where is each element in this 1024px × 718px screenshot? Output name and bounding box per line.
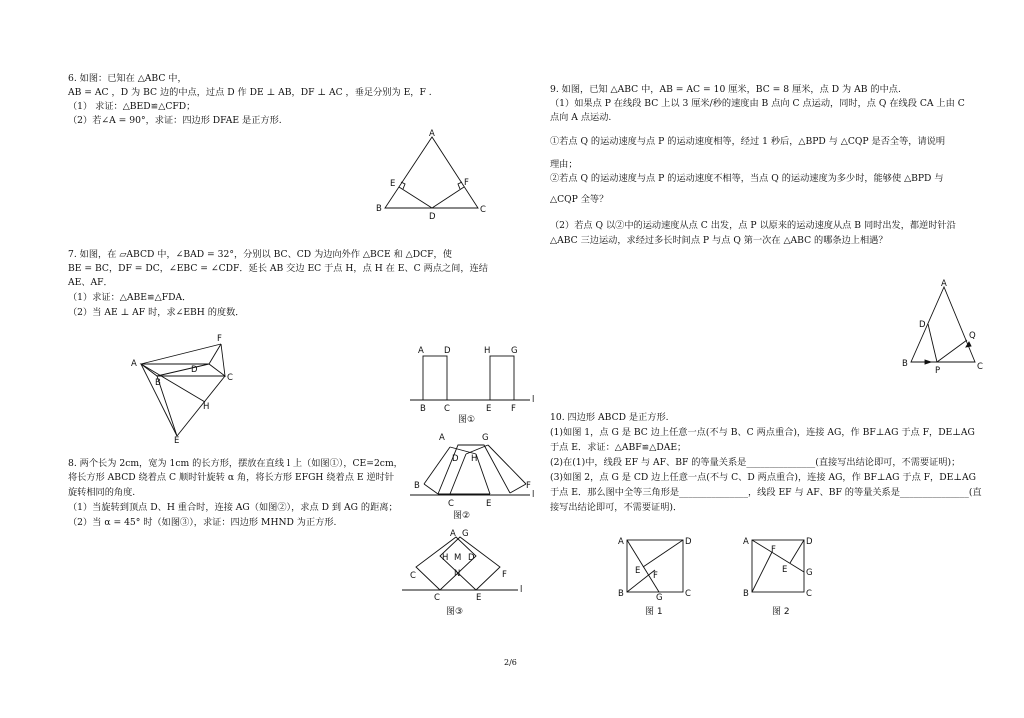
label-c: C bbox=[448, 499, 454, 509]
label-f: F bbox=[502, 570, 507, 580]
label-f: F bbox=[511, 404, 516, 414]
label-c: C bbox=[227, 373, 233, 383]
label-d: D bbox=[468, 553, 475, 563]
q9-line-3: 点向 A 点运动. bbox=[550, 112, 612, 123]
label-f: F bbox=[526, 481, 531, 491]
label-b: B bbox=[155, 378, 161, 388]
label-f: F bbox=[771, 545, 776, 555]
q10-line-4: (2)在(1)中，线段 EF 与 AF、BF 的等量关系是_______________(直接写出结论即可，不需要证明)； bbox=[550, 457, 961, 468]
segment-af bbox=[141, 344, 221, 364]
q8-figure-1 bbox=[408, 343, 538, 423]
q7-parallelogram-figure bbox=[125, 330, 240, 445]
q8-line-2: 将长方形 ABCD 绕着点 C 顺时针旋转 α 角，将长方形 EFGH 绕着点 E 逆时针 bbox=[68, 472, 395, 483]
label-d: D bbox=[685, 537, 692, 547]
label-b: B bbox=[743, 589, 749, 599]
segment-pq bbox=[937, 340, 967, 362]
label-b: B bbox=[420, 404, 426, 414]
label-g: G bbox=[482, 433, 489, 443]
label-l: l bbox=[532, 490, 535, 500]
segment-dp bbox=[928, 324, 937, 362]
q7-line-5: （2）当 AE ⊥ AF 时，求∠EBH 的度数． bbox=[68, 307, 245, 318]
label-c: C bbox=[410, 571, 416, 581]
q7-line-4: （1）求证：△ABE≌△FDA． bbox=[68, 292, 192, 303]
segment-de bbox=[790, 540, 804, 563]
q8-figure-3 bbox=[400, 528, 540, 620]
q10-line-5: (3)如图 2，点 G 是 CD 边上任意一点(不与 C、D 两点重合)，连接 AG，作 BF⊥AG 于点 F，DE⊥AG bbox=[550, 472, 976, 483]
q9-line-7: △CQP 全等？ bbox=[550, 194, 609, 205]
segment-ag bbox=[752, 540, 804, 572]
segment-bf bbox=[627, 570, 655, 592]
q8-line-1: 8. 两个长为 2cm，宽为 1cm 的长方形，摆放在直线 l 上（如图①），CE=2cm， bbox=[68, 458, 403, 469]
caption-fig-2: 图② bbox=[453, 511, 471, 521]
q7-line-1: 7. 如图，在 ▱ABCD 中，∠BAD = 32°，分别以 BC、CD 为边向外作 △BCE 和 △DCF，使 bbox=[68, 249, 452, 260]
label-q: Q bbox=[969, 331, 976, 341]
q9-line-2: （1）如果点 P 在线段 BC 上以 3 厘米/秒的速度由 B 点向 C 点运动，同时，点 Q 在线段 CA 上由 C bbox=[550, 98, 965, 109]
q9-line-1: 9. 如图，已知 △ABC 中，AB = AC = 10 厘米，BC = 8 厘米，点 D 为 AB 的中点. bbox=[550, 84, 901, 95]
segment-bf bbox=[752, 552, 772, 592]
q8-line-4: （1）当旋转到顶点 D、H 重合时，连接 AG（如图②），求点 D 到 AG 的距离； bbox=[68, 502, 398, 513]
label-a: A bbox=[450, 529, 456, 539]
label-a: A bbox=[941, 279, 947, 289]
label-h: H bbox=[471, 454, 478, 464]
label-e: E bbox=[782, 565, 788, 575]
q6-line-1: 6. 如图：已知在 △ABC 中， bbox=[68, 73, 187, 84]
label-m: M bbox=[454, 553, 462, 563]
q10-line-3: 于点 E．求证：△ABF≌△DAE； bbox=[550, 442, 687, 453]
q8-line-3: 旋转相同的角度. bbox=[68, 487, 136, 498]
label-d: D bbox=[452, 454, 459, 464]
label-b: B bbox=[414, 481, 420, 491]
q9-line-6: ②若点 Q 的运动速度与点 P 的运动速度不相等，当点 Q 的运动速度为多少时，能够使 △BPD 与 bbox=[550, 173, 944, 184]
label-f: F bbox=[464, 178, 469, 188]
q7-line-3: AE、AF． bbox=[68, 277, 113, 288]
segment-de bbox=[643, 540, 683, 567]
label-e: E bbox=[476, 593, 482, 603]
label-h: H bbox=[484, 346, 491, 356]
label-g: G bbox=[511, 346, 518, 356]
segment-de bbox=[399, 187, 432, 208]
segment-df bbox=[432, 187, 464, 208]
caption-fig-1: 图① bbox=[458, 415, 476, 425]
caption-fig-3: 图③ bbox=[446, 607, 464, 617]
label-c: C bbox=[685, 589, 691, 599]
triangle-abc-shape bbox=[385, 137, 478, 208]
label-a: A bbox=[131, 359, 137, 369]
label-a: A bbox=[743, 537, 749, 547]
q10-line-6: 于点 E．那么图中全等三角形是_______________，线段 EF 与 AF、BF 的等量关系是_______________(直 bbox=[550, 487, 982, 498]
q10-line-2: (1)如图 1，点 G 是 BC 边上任意一点(不与 B、C 两点重合)，连接 AG，作 BF⊥AG 于点 F，DE⊥AG bbox=[550, 427, 975, 438]
page-number: 2/6 bbox=[504, 658, 517, 667]
label-c: C bbox=[806, 589, 812, 599]
label-g: G bbox=[656, 593, 663, 603]
label-a: A bbox=[618, 537, 624, 547]
label-d: D bbox=[444, 346, 451, 356]
q6-triangle-figure bbox=[370, 128, 500, 226]
q9-line-8: （2）若点 Q 以②中的运动速度从点 C 出发，点 P 以原来的运动速度从点 B 同时出发，都逆时针沿 bbox=[550, 220, 956, 231]
label-b: B bbox=[618, 589, 624, 599]
label-p: P bbox=[935, 366, 941, 376]
label-l: l bbox=[532, 395, 535, 405]
label-d: D bbox=[191, 365, 198, 375]
label-b: B bbox=[902, 359, 908, 369]
q7-line-2: BE = BC，DF = DC，∠EBC = ∠CDF．延长 AB 交边 EC 于点 H，点 H 在 E、C 两点之间，连结 bbox=[68, 263, 488, 274]
label-f: F bbox=[217, 334, 222, 344]
label-c: C bbox=[480, 205, 486, 215]
label-c-bottom: C bbox=[434, 593, 440, 603]
label-l: l bbox=[520, 585, 523, 595]
caption-fig-10-1: 图 1 bbox=[645, 607, 663, 617]
label-e: E bbox=[174, 436, 180, 446]
label-f: F bbox=[653, 571, 658, 581]
label-d: D bbox=[429, 212, 436, 222]
label-h: H bbox=[203, 402, 210, 412]
label-c: C bbox=[444, 404, 450, 414]
label-a: A bbox=[418, 346, 424, 356]
label-d: D bbox=[919, 320, 926, 330]
q9-triangle-figure bbox=[895, 278, 1005, 378]
label-e: E bbox=[486, 404, 492, 414]
label-n: N bbox=[454, 569, 461, 579]
square-abcd bbox=[752, 540, 804, 592]
caption-fig-10-2: 图 2 bbox=[772, 607, 790, 617]
q8-line-5: （2）当 α = 45° 时（如图③），求证：四边形 MHND 为正方形. bbox=[68, 517, 337, 528]
q9-line-4: ①若点 Q 的运动速度与点 P 的运动速度相等，经过 1 秒后，△BPD 与 △CQP 是否全等，请说明 bbox=[550, 136, 946, 147]
q9-line-9: △ABC 三边运动，求经过多长时间点 P 与点 Q 第一次在 △ABC 的哪条边上相遇？ bbox=[550, 235, 888, 246]
q6-line-3: （1） 求证：△BED≌△CFD； bbox=[68, 101, 196, 112]
label-e: E bbox=[390, 179, 396, 189]
q10-figure-1 bbox=[612, 530, 702, 620]
label-e: E bbox=[635, 566, 641, 576]
q9-line-5: 理由； bbox=[550, 159, 578, 170]
label-c: C bbox=[977, 362, 983, 372]
label-d: D bbox=[806, 537, 813, 547]
q6-line-4: （2）若∠A = 90°，求证：四边形 DFAE 是正方形. bbox=[68, 115, 282, 126]
label-g: G bbox=[462, 529, 469, 539]
q10-line-7: 接写出结论即可，不需要证明)． bbox=[550, 502, 683, 513]
segment-ag bbox=[627, 540, 659, 592]
label-e: E bbox=[486, 499, 492, 509]
label-b: B bbox=[376, 204, 382, 214]
q6-line-2: AB = AC ，D 为 BC 边的中点，过点 D 作 DE ⊥ AB，DF ⊥ AC ，垂足分别为 E，F . bbox=[68, 87, 432, 98]
q10-figure-2 bbox=[738, 530, 828, 620]
label-g: G bbox=[806, 568, 813, 578]
label-a: A bbox=[439, 433, 445, 443]
label-a: A bbox=[429, 129, 435, 139]
label-h: H bbox=[442, 553, 449, 563]
q10-line-1: 10. 四边形 ABCD 是正方形. bbox=[550, 412, 669, 423]
q8-figure-2 bbox=[408, 430, 538, 522]
